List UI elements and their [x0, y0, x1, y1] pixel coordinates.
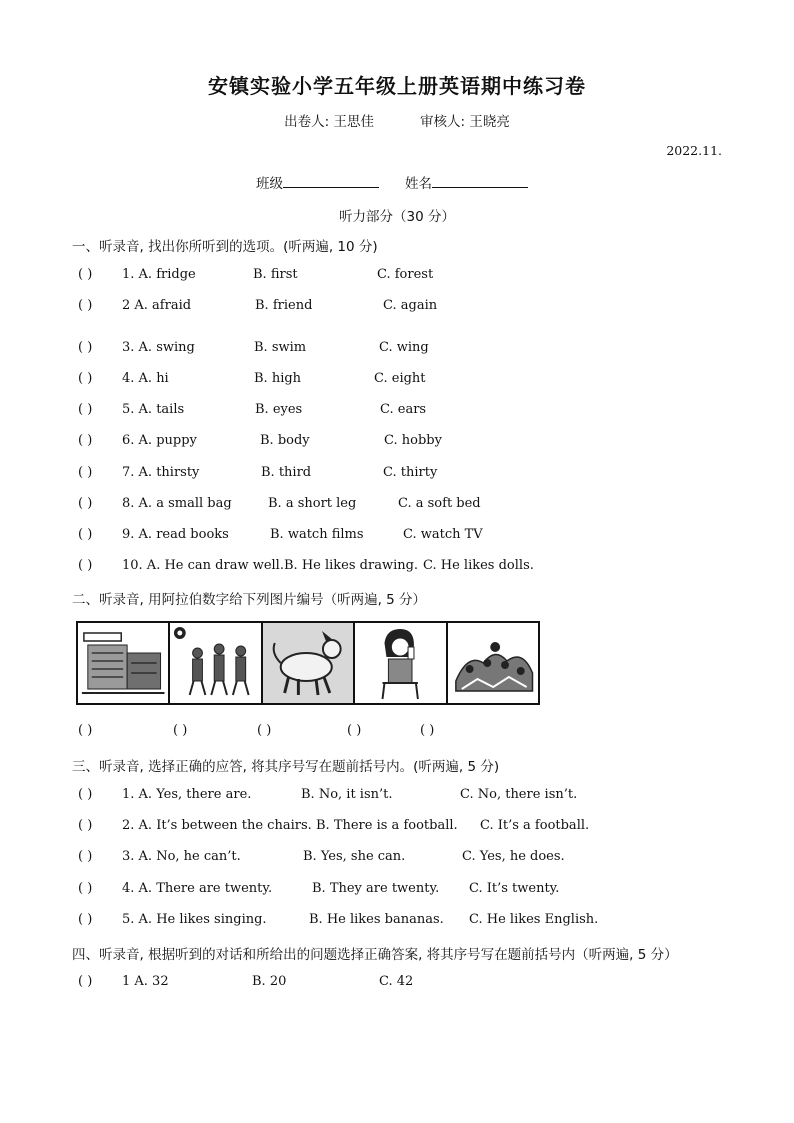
answer-paren[interactable]: ( ) — [78, 912, 93, 927]
answer-paren[interactable]: ( ) — [78, 849, 93, 864]
picture-girl-drinking — [355, 623, 447, 703]
name-label: 姓名 — [405, 176, 432, 192]
picture-strip — [76, 621, 540, 705]
answer-paren[interactable]: ( ) — [78, 974, 93, 989]
answer-paren[interactable]: ( ) — [78, 818, 93, 833]
exam-date: 2022.11. — [666, 143, 722, 158]
answer-paren[interactable]: ( ) — [78, 402, 93, 417]
exam-title: 安镇实验小学五年级上册英语期中练习卷 — [208, 74, 586, 98]
reviewer: 审核人: 王晓亮 — [420, 114, 510, 130]
picture-answer-paren[interactable]: ( ) — [420, 723, 435, 738]
name-blank[interactable] — [432, 172, 528, 188]
section-4-heading: 四、听录音, 根据听到的对话和所给出的问题选择正确答案, 将其序号写在题前括号内（听两遍, 5 分） — [72, 947, 678, 963]
authors-line — [0, 110, 794, 130]
section-2-heading: 二、听录音, 用阿拉伯数字给下列图片编号（听两遍, 5 分） — [72, 592, 427, 608]
section-1-heading: 一、听录音, 找出你所听到的选项。(听两遍, 10 分) — [72, 239, 378, 255]
picture-answer-paren[interactable]: ( ) — [347, 723, 362, 738]
picture-crowd — [448, 623, 538, 703]
answer-paren[interactable]: ( ) — [78, 496, 93, 511]
section-3-heading: 三、听录音, 选择正确的应答, 将其序号写在题前括号内。(听两遍, 5 分) — [72, 759, 500, 775]
answer-paren[interactable]: ( ) — [78, 881, 93, 896]
picture-children-band — [170, 623, 262, 703]
class-blank[interactable] — [283, 172, 379, 188]
answer-paren[interactable]: ( ) — [78, 558, 93, 573]
student-info-line — [256, 172, 528, 192]
picture-answer-paren[interactable]: ( ) — [173, 723, 188, 738]
answer-paren[interactable]: ( ) — [78, 465, 93, 480]
picture-answer-paren[interactable]: ( ) — [78, 723, 93, 738]
answer-paren[interactable]: ( ) — [78, 787, 93, 802]
answer-paren[interactable]: ( ) — [78, 527, 93, 542]
answer-paren[interactable]: ( ) — [78, 298, 93, 313]
class-label: 班级 — [256, 176, 283, 192]
picture-dog — [263, 623, 355, 703]
answer-paren[interactable]: ( ) — [78, 371, 93, 386]
answer-paren[interactable]: ( ) — [78, 433, 93, 448]
answer-paren[interactable]: ( ) — [78, 340, 93, 355]
setter: 出卷人: 王思佳 — [284, 114, 374, 130]
picture-buildings — [78, 623, 170, 703]
picture-answer-paren[interactable]: ( ) — [257, 723, 272, 738]
listening-header: 听力部分（30 分） — [339, 209, 455, 225]
answer-paren[interactable]: ( ) — [78, 267, 93, 282]
